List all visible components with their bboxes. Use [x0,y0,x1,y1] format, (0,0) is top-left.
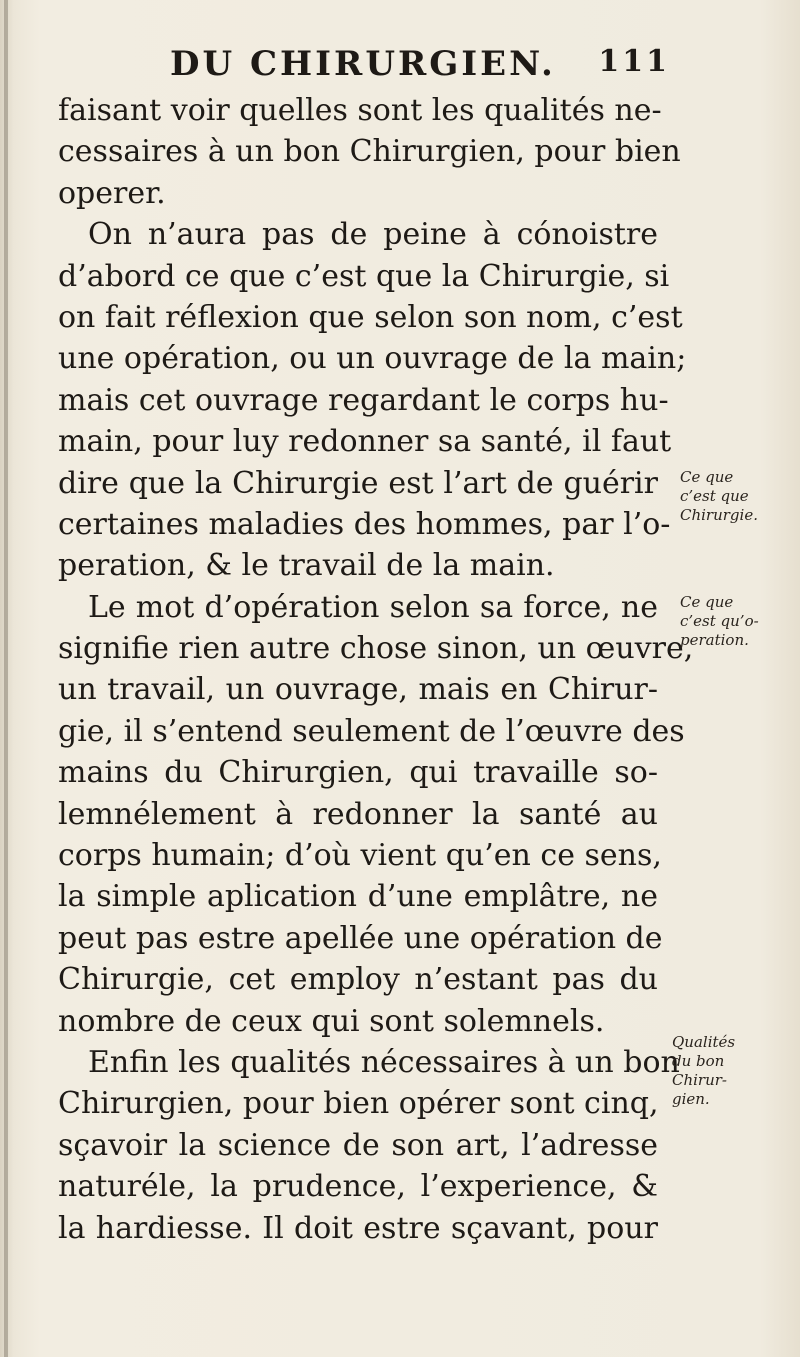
margin-note-line: Qualités [672,1033,736,1051]
running-head [170,44,670,94]
text-line: peut pas estre apellée une opération de [58,920,663,956]
text-line: Chirurgie, cet employ n’estant pas du [58,962,658,998]
text-line: une opération, ou un ouvrage de la main; [58,341,687,377]
margin-note-line: c’est que [680,487,749,505]
text-line: peration, & le travail de la main. [58,548,555,584]
text-line: la hardiesse. Il doit estre sçavant, pour [58,1210,658,1246]
text-line: Enfin les qualités nécessaires à un bon [88,1044,680,1080]
text-line: sçavoir la science de son art, l’adresse [58,1127,658,1163]
text-line: lemnélement à redonner la santé au [58,796,658,832]
text-line: d’abord ce que c’est que la Chirurgie, si [58,258,670,294]
margin-note-operation [680,593,790,650]
text-line: Chirurgien, pour bien opérer sont cinq, [58,1086,659,1122]
text-line: faisant voir quelles sont les qualités ne- [58,93,662,128]
page-gutter-edge [4,0,8,1357]
text-line: corps humain; d’où vient qu’en ce sens, [58,838,662,874]
text-line: nombre de ceux qui sont solemnels. [58,1003,605,1039]
text-line: gie, il s’entend seulement de l’œuvre des [58,713,685,749]
margin-note-line: gien. [672,1090,710,1108]
page-number: 111 [598,44,670,79]
margin-note-qualites [672,1033,782,1109]
margin-note-line: du bon [672,1052,725,1070]
text-line: un travail, un ouvrage, mais en Chirur- [58,672,658,708]
text-line: operer. [58,175,166,211]
text-line: mains du Chirurgien, qui travaille so- [58,755,658,791]
text-line: mais cet ouvrage regardant le corps hu- [58,382,669,418]
text-line: cessaires à un bon Chirurgien, pour bien [58,134,681,170]
text-line: on fait réflexion que selon son nom, c’est [58,299,683,335]
margin-note-chirurgie [680,468,790,525]
text-line: On n’aura pas de peine à cónoistre [88,217,658,253]
text-line: signifie rien autre chose sinon, un œuvre, [58,631,694,667]
text-line: Le mot d’opération selon sa force, ne [88,589,658,625]
body-text [58,90,694,1249]
margin-note-line: c’est qu’o- [680,612,759,630]
margin-note-line: Ce que [680,593,734,611]
text-line: dire que la Chirurgie est l’art de guérir [58,465,658,501]
text-line: main, pour luy redonner sa santé, il faut [58,424,672,460]
text-line: naturéle, la prudence, l’experience, & [58,1169,658,1205]
margin-note-line: Ce que [680,468,734,486]
margin-note-line: peration. [680,631,749,649]
margin-note-line: Chirur- [672,1071,728,1089]
running-head-title: DU CHIRURGIEN. [170,44,556,84]
text-line: certaines maladies des hommes, par l’o- [58,506,671,542]
text-line: la simple aplication d’une emplâtre, ne [58,879,658,915]
margin-note-line: Chirurgie. [680,506,758,524]
